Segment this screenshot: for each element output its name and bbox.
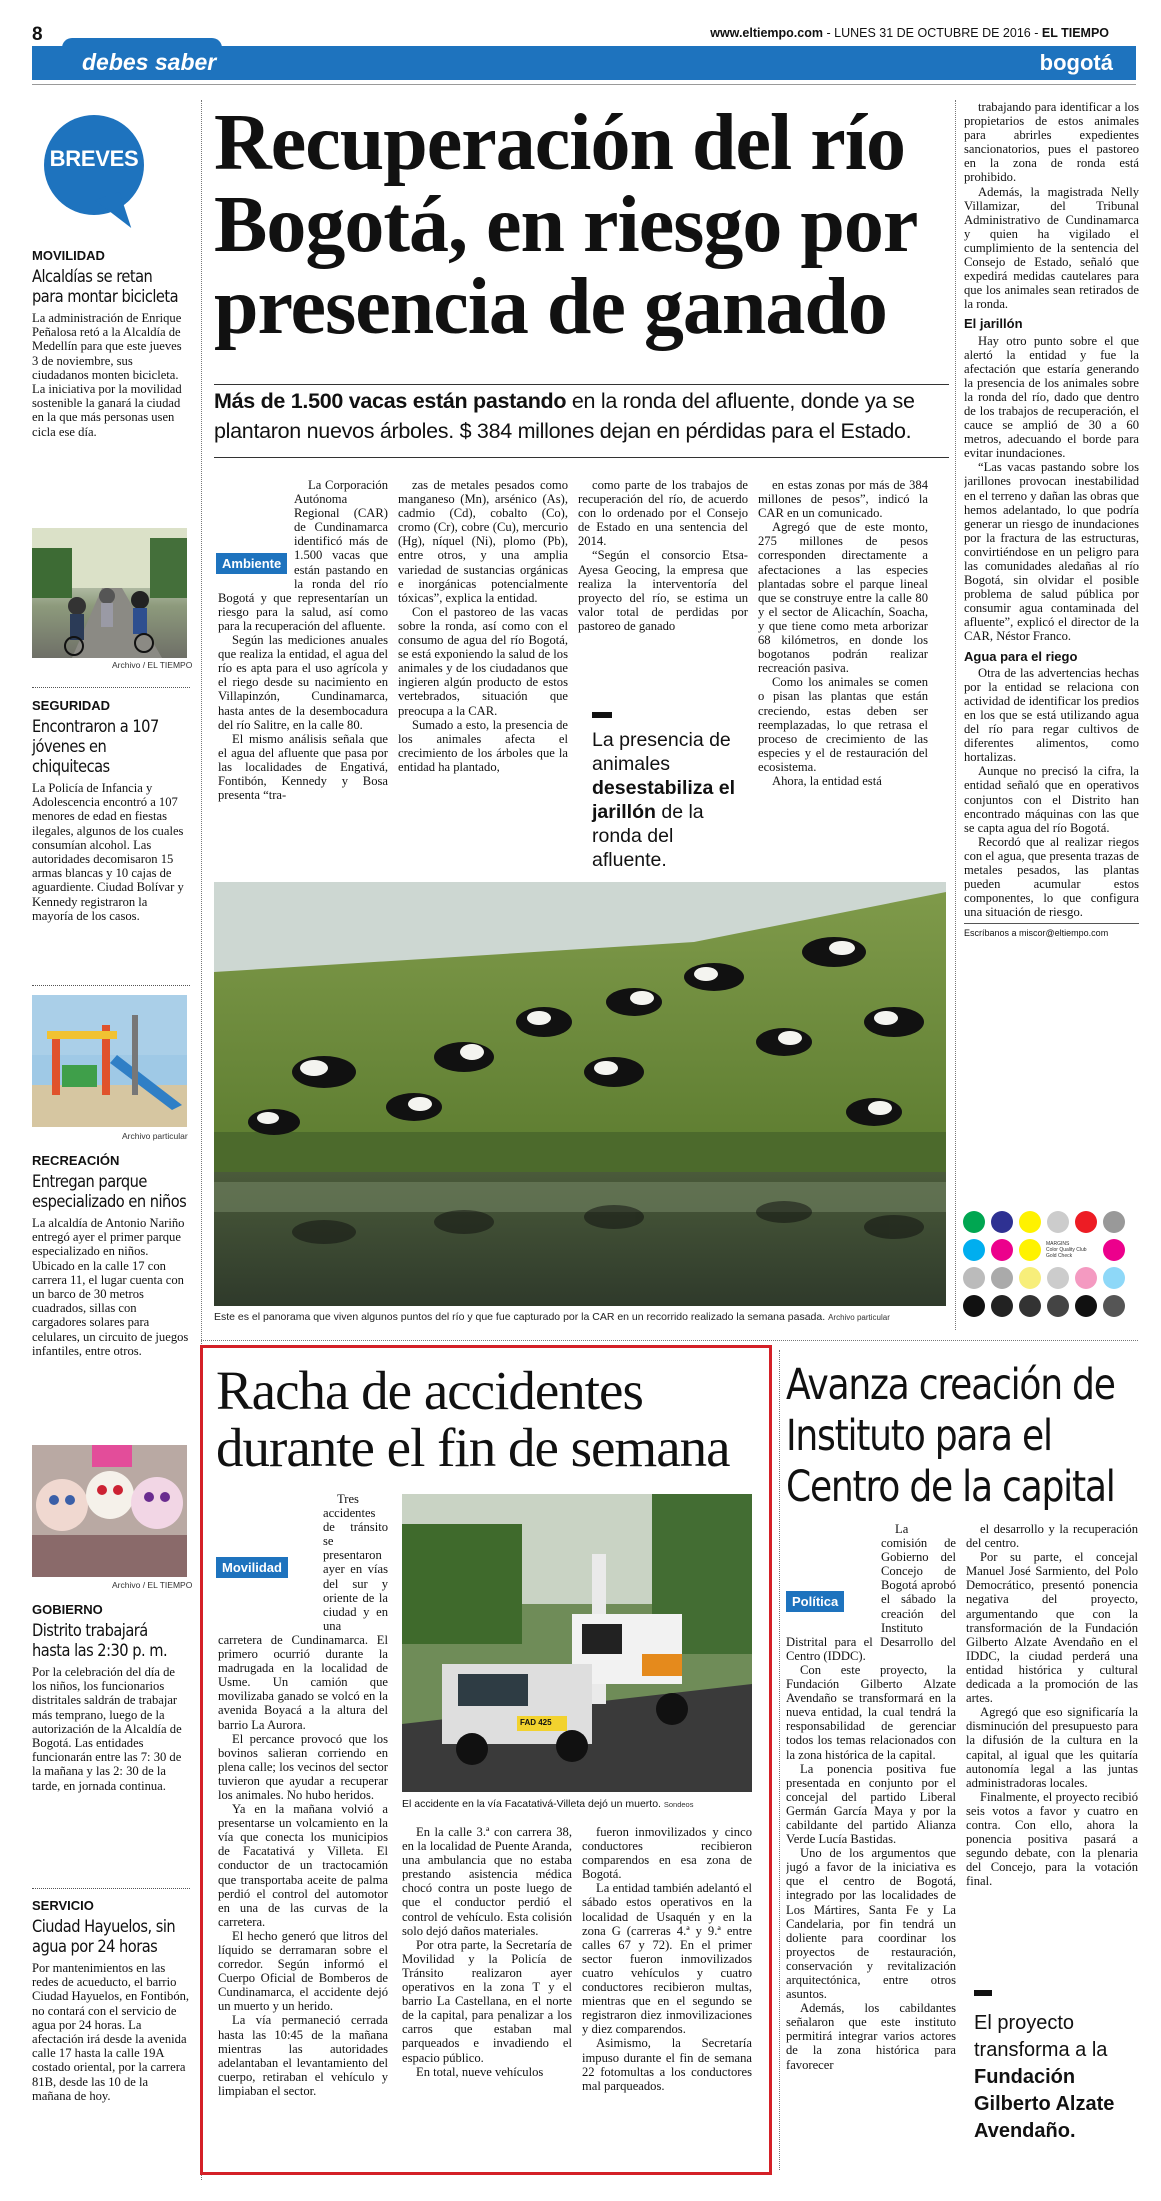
playground-photo [32,995,187,1127]
breve-servicio [32,1898,190,2103]
breve-section: MOVILIDAD [32,248,105,263]
color-bar-label: MARGINS Color Quality Club Gold Check [1046,1241,1087,1259]
column-divider [779,1350,780,2170]
cows-photo [214,882,946,1306]
breve-headline[interactable]: Ciudad Hayuelos, sin agua por 24 horas [32,1917,176,1957]
author-email[interactable]: Escríbanos a miscor@eltiempo.com [964,923,1139,940]
main-deck [214,386,954,446]
deck-bold: Más de 1.500 vacas están pastando [214,389,567,413]
issue-date: LUNES 31 DE OCTUBRE DE 2016 [834,26,1031,40]
bicycle-photo [32,528,187,658]
institute-headline[interactable]: Avanza creación de Instituto para el Centro de la capital [786,1360,1115,1512]
main-col-4: en estas zonas por más de 384 millones de pesos”, indicó la CAR en un comunicado. Agregó que de este monto, 275 millones de pesos corresponden directamente a afectaciones a las especies plantadas sobre el parque lineal que se construye entre la calle 80 y el sector de Alicachín, Soacha, y que tiene como meta arborizar 68 kilómetros, en donde los bogotanos podrán realizar recreación pasiva. Como los animales se comen o pisan las plantas que están creciendo, estas deben ser reemplazadas, lo que retrasa el proceso de crecimiento de las especies y el de restauración del ecosistema. Ahora, la entidad está [758,478,928,788]
section-label: debes saber [82,49,217,75]
accident-col-1: Tres accidentes de tránsito se presentaron ayer en vías del sur y oriente de la ciudad y en una carretera de Cundinamarca. El primero ocurrió durante la madrugada en la localidad de Usme. Un camión que movilizaba ganado se volcó en la avenida Boyacá a la altura del barrio La Aurora. El percance provocó que los bovinos salieran corriendo en plena calle; los vecinos del sector tuvieron que ayudar a recuperar los animales. No hubo heridos. Ya en la mañana volvió a presentarse un volcamiento en la vía que conecta los municipios de Facatativá y Villeta. El conductor de un tractocamión que transportaba aceite de palma perdió el control del automotor en una de las curvas de la carretera. El hecho generó que litros del líquido se derramaran sobre el corredor. Según informó el Cuerpo Oficial de Bomberos de Cundinamarca, el accidente dejó un muerto y un herido. La vía permaneció cerrada hasta las 10:45 de la mañana mientras las autoridades adelantaban el levantamiento del cuerpo, retiraban el vehículo y limpiaban el sector. [218,1492,388,2098]
subhead-jarillon: El jarillón [964,316,1023,332]
subsection-label: bogotá [1039,50,1113,75]
breve-section: SERVICIO [32,1898,94,1913]
paper-name: EL TIEMPO [1041,26,1109,40]
institute-col-1: La comisión de Gobierno del Concejo de Bogotá aprobó el sábado la creación del Instituto Distrital para el Desarrollo del Centro (IDDC). Con este proyecto, la Fundación Gilberto Alzate Avendaño se transformará en la nueva entidad, la cual tendrá la responsabilidad de gerenciar todos los temas relacionados con la zona histórica de la capital. La ponencia positiva fue presentada en conjunto por el concejal del partido Liberal Germán García Maya y por la cabildante del partido Alianza Verde Lucía Bastidas. Uno de los argumentos que jugó a favor de la iniciativa es que el centro de Bogotá, integrado por las localidades de Los Mártires, Santa Fe y La Candelaria, por fin tendrá un doliente para coordinar los proyectos de restauración, conservación y revitalización arquitectónica, entre otros asuntos. Además, los cabildantes señalaron que este instituto permitirá integrar varios actores de la zona histórica para favorecer [786,1522,956,2072]
breves-label: BREVES [49,146,139,171]
pull-quote-mark [974,1990,992,1996]
deck-rule-top [214,384,949,385]
institute-col-2: el desarrollo y la recuperación del centro. Por su parte, el concejal Manuel José Sarmiento, del Polo Democrático, presentó ponencia negativa del proyecto, argumentando que con la transformación de la Fundación Gilberto Alzate Avendaño en el IDDC, la ciudad perderá una entidad histórica y cultural dedicada a la promoción de las artes. Agregó que eso significaría la disminución del presupuesto para la difusión de la cultura en la capital, al igual que les quitaría autonomía legal a las juntas administradoras locales. Finalmente, el proyecto recibió seis votos a favor y cuatro en contra. Con ello, ahora la ponencia positiva pasará a segundo debate, con la plenaria del Concejo, para la votación final. [966,1522,1138,1889]
accident-headline[interactable]: Racha de accidentes durante el fin de semana [216,1360,730,1478]
photo-credit: Archivo / EL TIEMPO [112,1580,193,1590]
tag-politica[interactable]: Política [786,1591,844,1612]
truck-plate: FAD 425 [520,1718,552,1727]
accident-photo [402,1494,752,1792]
breve-headline[interactable]: Encontraron a 107 jóvenes en chiquitecas [32,717,159,777]
breve-section: GOBIERNO [32,1602,103,1617]
breve-headline[interactable]: Alcaldías se retan para montar bicicleta [32,267,179,307]
column-divider [955,100,956,1330]
page-number: 8 [32,24,43,45]
breve-section: SEGURIDAD [32,698,111,713]
subhead-agua: Agua para el riego [964,648,1078,664]
breve-divider [32,985,190,986]
photo-credit: Archivo particular [122,1131,188,1141]
breve-gobierno [32,1602,190,1793]
accident-col-3: fueron inmovilizados y cinco conductores recibieron comparendos en esa zona de Bogotá. La entidad también adelantó el sábado estos operativos en la localidad de Usaquén y en la zona G (carreras 4.ª y 9.ª entre calles 67 y 72). En el primer sector fueron inmovilizados cuatro vehículos y cuatro conductores recibieron multas, mientras que en el segundo se registraron diez inmovilizaciones y diez comparendos. Asimismo, la Secretaría impuso durante el fin de semana 22 fotomultas a los conductores mal parqueados. [582,1825,752,2093]
photo-credit: Archivo / EL TIEMPO [112,660,193,670]
main-col-3: como parte de los trabajos de recuperación del río, de acuerdo con lo ordenado por el Consejo de Estado en una sentencia del 2014. “Según el consorcio Etsa-Ayesa Geocing, la empresa que realiza la interventoría del proyecto del río, se estima un valor total de perdidas por pastoreo de ganado [578,478,748,633]
main-headline[interactable]: Recuperación del río Bogotá, en riesgo por presencia de ganado [214,99,916,351]
breve-body: La alcaldía de Antonio Nariño entregó ayer el primer parque especializado en niños. Ubicado en la calle 17 con carrera 11, el lugar cuenta con un barco de 30 metros cuadrados, sillas con cargadores solares para celulares, un circuito de juegos infantiles, entre otros. [32,1216,189,1358]
folio: www.eltiempo.com - LUNES 31 DE OCTUBRE DE 2016 - EL TIEMPO [710,26,1109,40]
breve-seguridad [32,698,190,923]
breve-divider [32,1888,190,1889]
deck-rule-bottom [214,457,949,458]
pull-quote: La presencia de animales desestabiliza el jarillón de la ronda del afluente. [592,729,736,871]
breve-recreacion [32,1153,190,1358]
cows-caption: Este es el panorama que viven algunos puntos del río y que fue capturado por la CAR en un recorrido realizado la semana pasada. Archivo particular [214,1311,890,1323]
children-photo [32,1445,187,1577]
breve-body: Por mantenimientos en las redes de acueducto, el barrio Ciudad Hayuelos, en Fontibón, no contará con el servicio de agua por 24 horas. La afectación irá desde la avenida calle 17 hasta la calle 19A costado oriental, por la carrera 81B, desde las 10 de la mañana de hoy. [32,1961,190,2103]
header-divider [32,84,1136,85]
institute-pull-quote: El proyecto transforma a la Fundación Gilberto Alzate Avendaño. [974,2012,1115,2142]
section-separator [201,1340,1138,1341]
breve-headline[interactable]: Distrito trabajará hasta las 2:30 p. m. [32,1621,168,1661]
color-bar [962,1210,1138,1332]
breve-body: La administración de Enrique Peñalosa retó a la Alcaldía de Medellín para que este jueves 3 de noviembre, sus ciudadanos monten bicicleta. La iniciativa por la movilidad sostenible la ganará la ciudad en la que más personas usen cicla ese día. [32,311,182,439]
breve-movilidad [32,248,190,439]
accident-caption: El accidente en la vía Facatativá-Villeta dejó un muerto. Sondeos [402,1798,694,1810]
main-col-1: La Corporación Autónoma Regional (CAR) de Cundinamarca identificó más de 1.500 vacas que están pastando en la ronda del río Bogotá y que representarían un riesgo para la salud, así como para la recuperación del afluente. Según las mediciones anuales que realiza la entidad, el agua del río es apta para el uso agrícola y el riego desde su nacimiento en Villapinzón, Cundinamarca, hasta antes de la desembocadura del río Salitre, en la calle 80. El mismo análisis señala que el agua del afluente que pasa por las localidades de Engativá, Fontibón, Kennedy y Bosa presenta “tra- [218,478,388,803]
main-col-right: trabajando para identificar a los propietarios de estos animales para abrirles expedientes sancionatorios, pues el pastoreo en la zona de ronda está prohibido. Además, la magistrada Nelly Villamizar, del Tribunal Administrativo de Cundinamarca y quien ha vigilado el cumplimiento de la sentencia del Consejo de Estado, señaló que expedirá medidas cautelares para que los animales sean retirados de la ronda. El jarillón Hay otro punto sobre el que alertó la entidad y fue la afectación que estaría generando la presencia de los animales sobre la ronda del río, dado que dentro de los trabajos de recuperación, el cauce se amplió de 30 a 60 metros, adecuando el borde para evitar inundaciones. “Las vacas pastando sobre los jarillones provocan inestabilidad en el terreno y dañan las obras que hemos adelantado, lo que podría generar un riesgo de inundaciones por la fractura de las estructuras, convirtiéndose en un peligro para las comunidades aledañas al río Bogotá, sin olvidar el posible problema de salud pública por consumir agua contaminada del afluente”, explicó el director de la CAR, Néstor Franco. Agua para el riego Otra de las advertencias hechas por la entidad se relaciona con actividad de identificar los predios en los que se está utilizando agua del río para regar cultivos de diferentes alimentos, como hortalizas. Aunque no precisó la cifra, la entidad señaló que en operativos conjuntos con el Distrito han encontrado máquinas con las que se capta agua del río Bogotá. Recordó que al realizar riegos con el agua, que presenta trazas de metales pesados, las plantas pueden acumular estos componentes, lo que configura una situación de riesgo. Escríbanos a miscor@eltiempo.com [964,100,1139,1180]
photo-credit: Archivo particular [828,1313,890,1322]
breve-body: La Policía de Infancia y Adolescencia encontró a 107 menores de edad en fiestas ilegales, algunos de los cuales consumían alcohol. Las autoridades decomisaron 15 armas blancas y 10 cajas de aguardiente. Ciudad Bolívar y Kennedy registraron la mayoría de los casos. [32,781,184,923]
deck-rest: en la ronda del afluente, donde ya se plantaron nuevos árboles. $ 384 millones dejan en pérdidas para el Estado. [214,389,915,443]
pull-quote-mark [592,712,612,718]
main-col-2: zas de metales pesados como manganeso (Mn), arsénico (As), cadmio (Cd), cobalto (Co), cromo (Cr), cobre (Cu), mercurio (Hg), níquel (Ni), plomo (Pb), entre otros, y una amplia variedad de sustancias orgánicas e inorgánicas potencialmente tóxicas”, explica la entidad. Con el pastoreo de las vacas sobre la ronda, así como con el consumo de agua del río Bogotá, se está exponiendo la salud de los animales y de los ciudadanos que ingieren algún producto de estos vertebrados, situación que preocupa a la CAR. Sumado a esto, la presencia de los animales afecta el crecimiento de los árboles que la entidad ha plantado, [398,478,568,774]
breve-divider [32,687,190,688]
accident-col-2: En la calle 3.ª con carrera 38, en la localidad de Puente Aranda, una ambulancia que no estaba prestando asistencia médica chocó contra un poste luego de que el conductor perdió el control de vehículo. Esta colisión solo dejó daños materiales. Por otra parte, la Secretaría de Movilidad y la Policía de Tránsito realizaron ayer operativos en la zona T y el barrio La Castellana, en el norte de la capital, para penalizar a los carros que estaban mal parqueados e invadiendo el espacio público. En total, nueve vehículos [402,1825,572,2079]
breve-body: Por la celebración del día de los niños, los funcionarios distritales saldrán de trabajar más temprano, luego de la autorización de la Alcaldía de Bogotá. Las entidades funcionarán entre las 7: 30 de la mañana y las 2: 30 de la tarde, en jornada continua. [32,1665,182,1793]
tag-movilidad[interactable]: Movilidad [216,1557,288,1578]
site-url[interactable]: www.eltiempo.com [710,26,823,40]
tag-ambiente[interactable]: Ambiente [216,553,287,574]
breve-section: RECREACIÓN [32,1153,120,1168]
breve-headline[interactable]: Entregan parque especializado en niños [32,1172,187,1212]
photo-credit: Sondeos [663,1800,694,1809]
